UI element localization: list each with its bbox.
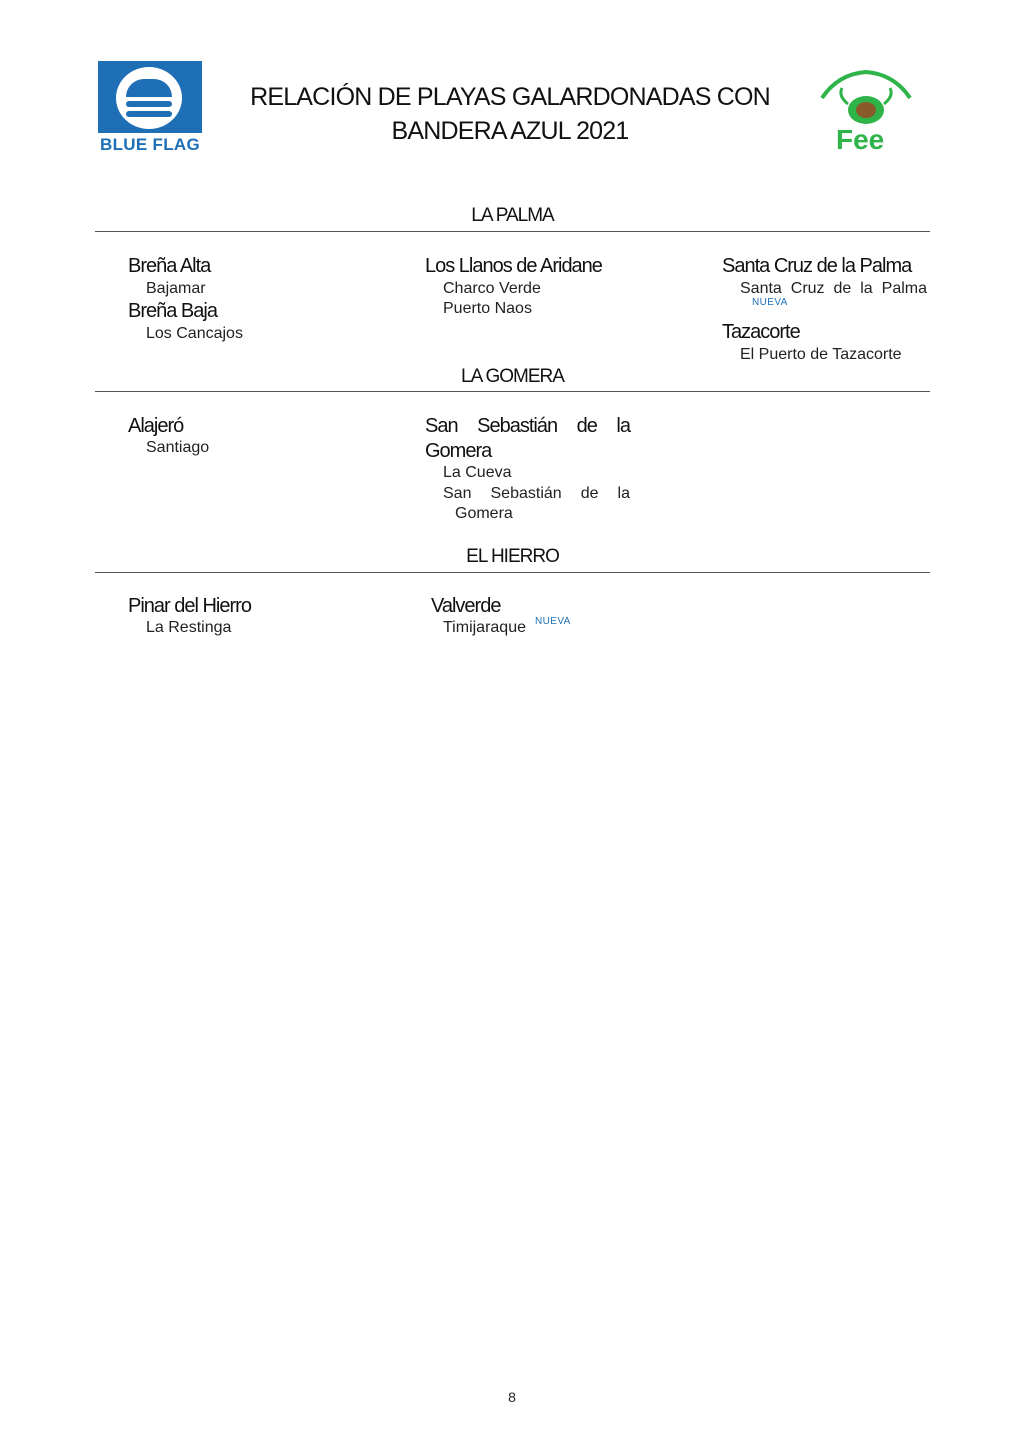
page-title (210, 80, 810, 148)
region-heading-el-hierro: EL HIERRO (466, 546, 559, 567)
beach-name: Charco Verde (443, 280, 541, 297)
beach-name-line-2: Gomera (455, 505, 513, 522)
new-badge: NUEVA (535, 616, 571, 627)
blue-flag-box (98, 61, 202, 133)
municipality-name-line-2: Gomera (425, 440, 492, 462)
beach-name: Santiago (146, 439, 210, 456)
new-badge: NUEVA (752, 297, 788, 308)
blue-flag-logo-text: BLUE FLAG (100, 135, 200, 154)
beach-name: Timijaraque (443, 619, 526, 636)
beach-name: Los Cancajos (146, 325, 243, 342)
municipality-name: Tazacorte (722, 321, 800, 343)
beach-name: Santa Cruz de la Palma (740, 280, 927, 297)
title-line-1: RELACIÓN DE PLAYAS GALARDONADAS CON (250, 83, 770, 111)
fee-logo-text: Fee (836, 124, 885, 155)
page-number: 8 (508, 1389, 516, 1405)
municipality-name: Los Llanos de Aridane (425, 255, 602, 277)
region-heading-la-palma: LA PALMA (471, 205, 554, 226)
adeac-leaf-icon (818, 68, 914, 128)
region-heading-la-gomera: LA GOMERA (461, 366, 564, 387)
blue-flag-emblem-icon (116, 67, 182, 129)
beach-name: Bajamar (146, 280, 206, 297)
beach-name-line-1: San Sebastián de la (443, 485, 630, 502)
municipality-name-line-1: San Sebastián de la (425, 415, 630, 437)
adeac-fee-logo (818, 68, 914, 160)
beach-name: Puerto Naos (443, 300, 532, 317)
beach-name: La Restinga (146, 619, 232, 636)
divider (95, 572, 930, 573)
municipality-name: Breña Alta (128, 255, 211, 277)
beach-name: El Puerto de Tazacorte (740, 346, 902, 363)
blue-flag-logo (98, 61, 202, 154)
municipality-name: Breña Baja (128, 300, 217, 322)
beach-name: La Cueva (443, 464, 512, 481)
municipality-name: Alajeró (128, 415, 184, 437)
title-line-2: BANDERA AZUL 2021 (391, 117, 629, 145)
divider (95, 391, 930, 392)
municipality-name: Valverde (431, 595, 501, 617)
divider (95, 231, 930, 232)
municipality-name: Santa Cruz de la Palma (722, 255, 912, 277)
municipality-name: Pinar del Hierro (128, 595, 251, 617)
